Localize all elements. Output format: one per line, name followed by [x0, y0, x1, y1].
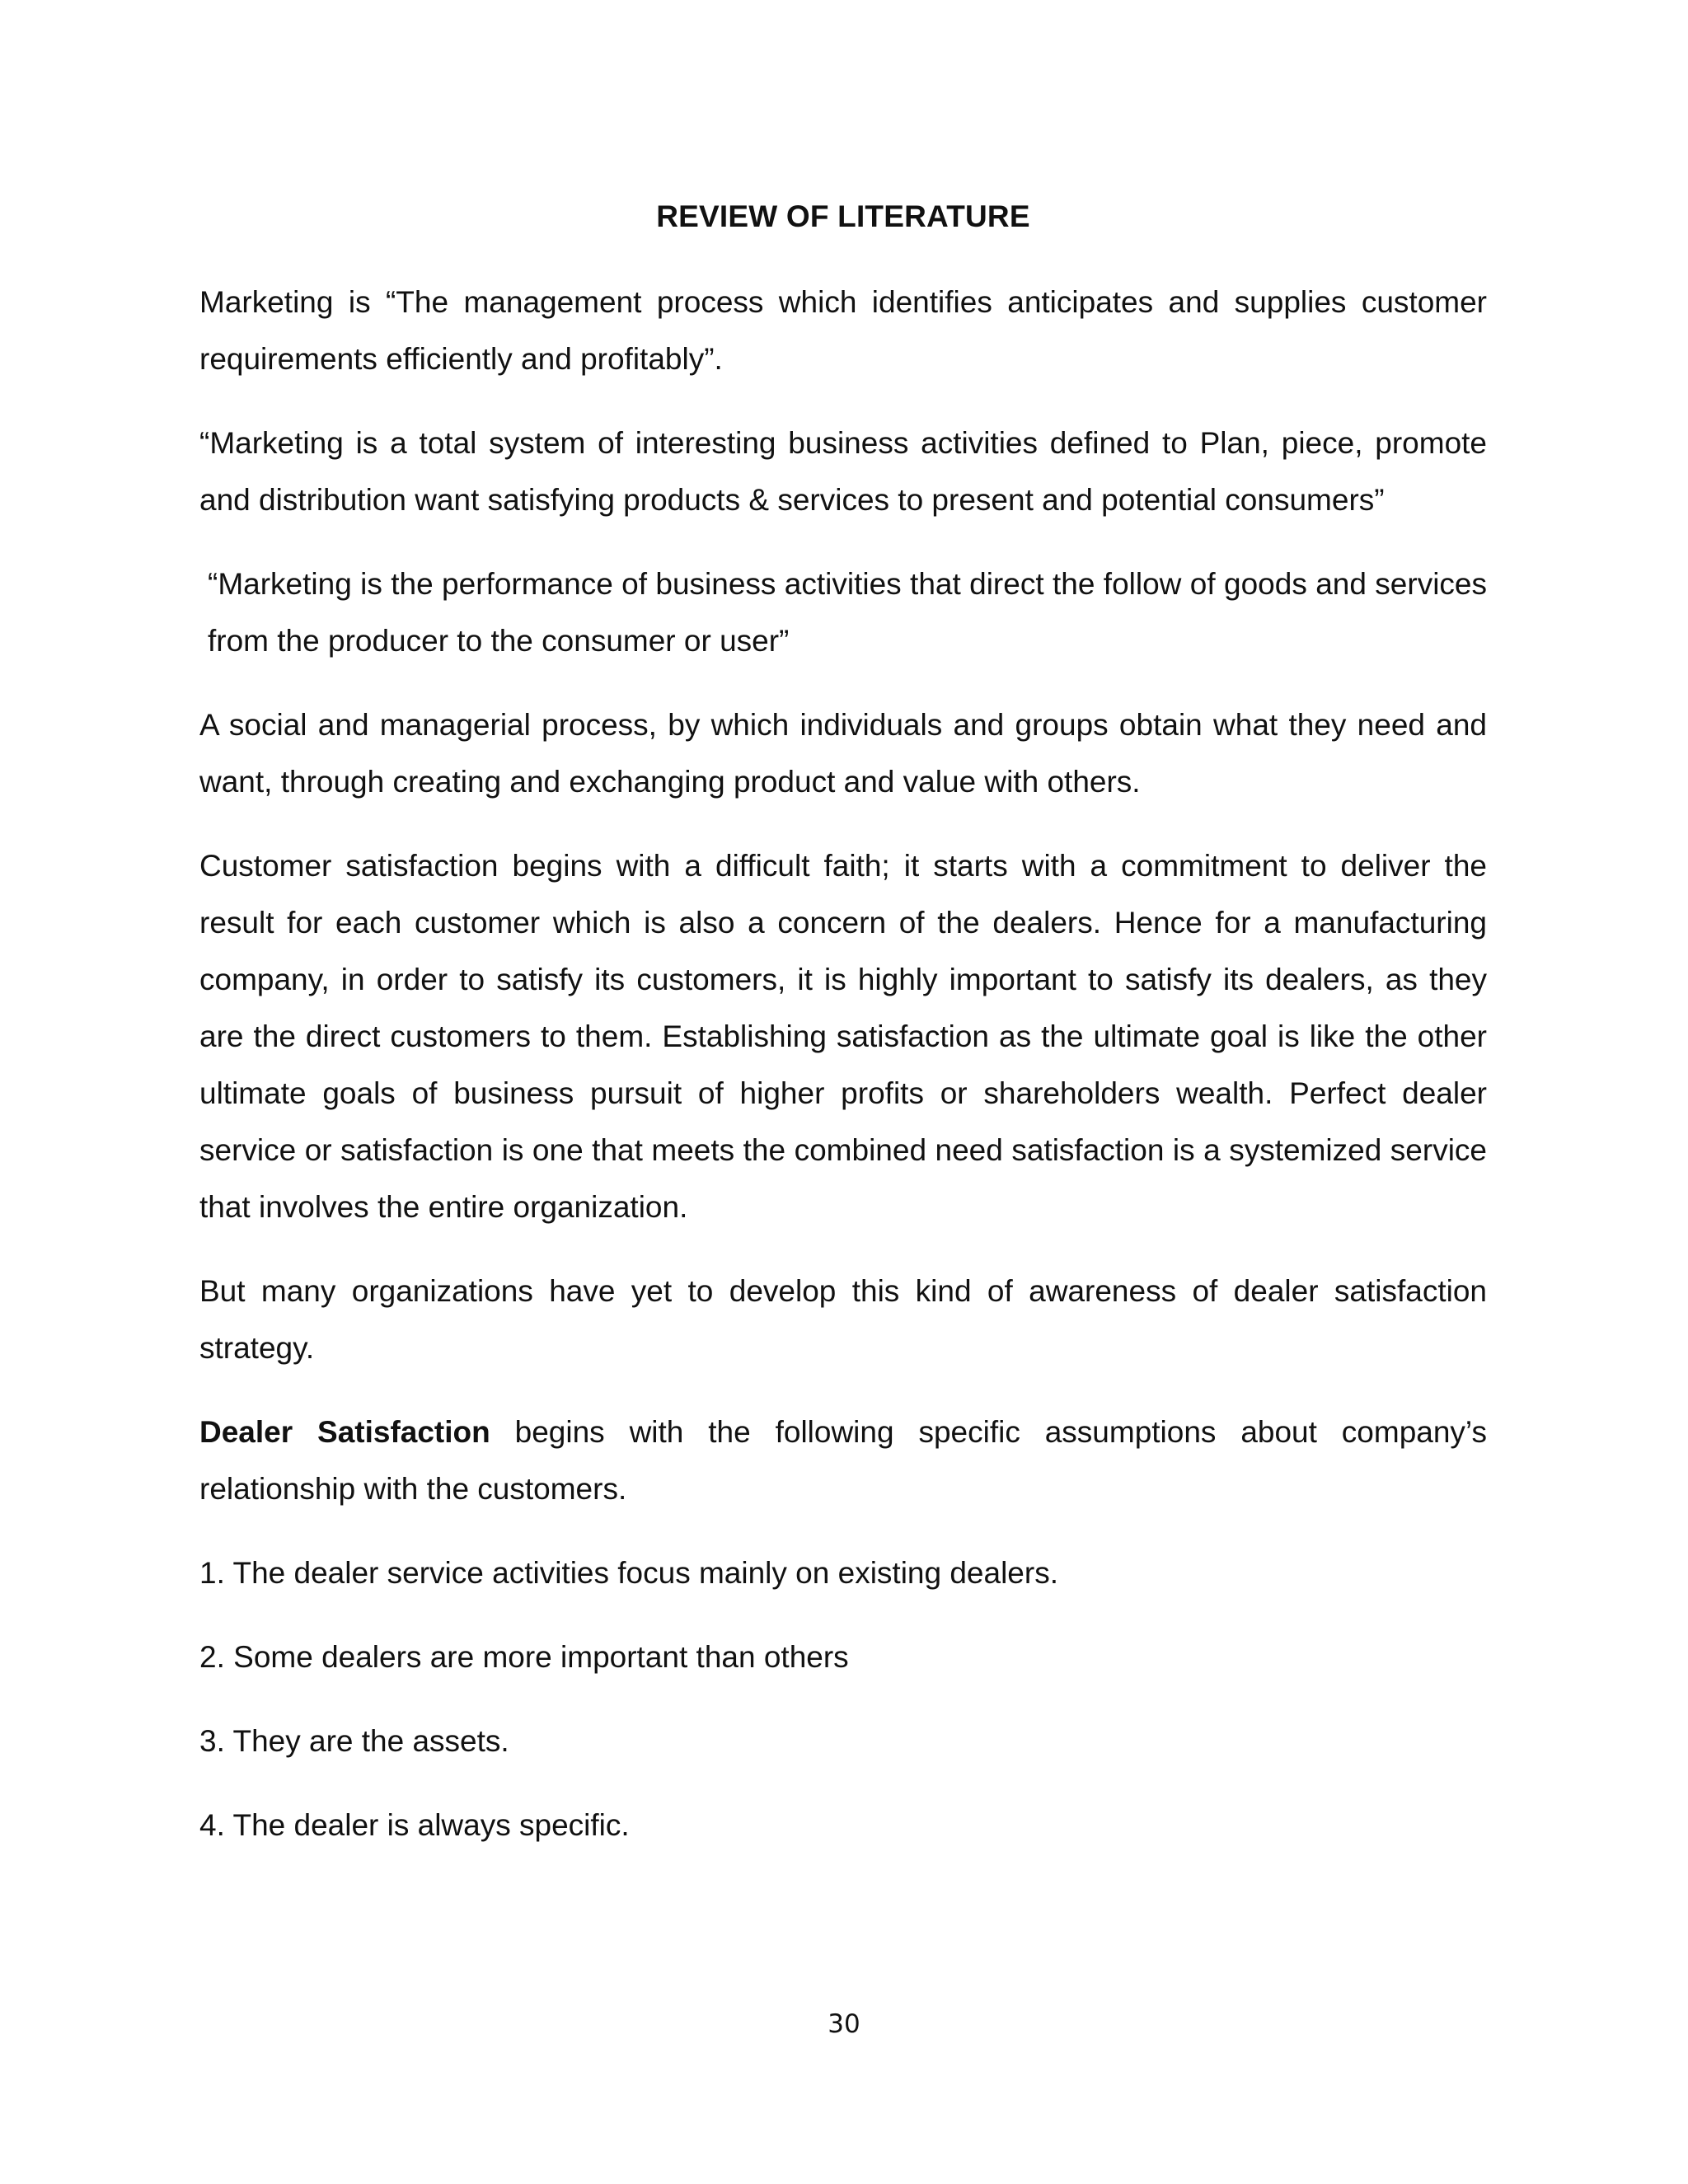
page-number: 30 — [828, 2009, 860, 2039]
list-item-1: 1. The dealer service activities focus mainly on existing dealers. — [199, 1556, 1058, 1590]
paragraph-social-process: A social and managerial process, by which individuals and groups obtain what they need and want, through creating and exchanging product and value with others. — [199, 708, 1487, 799]
section-title: REVIEW OF LITERATURE — [656, 199, 1030, 233]
paragraph-customer-satisfaction: Customer satisfaction begins with a difficult faith; it starts with a commitment to deliver the result for each customer which is also a concern of the dealers. Hence for a manufacturing company, in order to satisfy its customers, it is highly important to satisfy its dealers, as they are the direct customers to them. Establishing satisfaction as the ultimate goal is like the other ultimate goals of business pursuit of higher profits or shareholders wealth. Perfect dealer service or satisfaction is one that meets the combined need satisfaction is a systemized service that involves the entire organization. — [199, 849, 1487, 1224]
list-item-3: 3. They are the assets. — [199, 1724, 509, 1758]
paragraph-marketing-definition-3: “Marketing is the performance of business activities that direct the follow of goods and services from the producer to the consumer or user” — [208, 567, 1487, 658]
dealer-satisfaction-term: Dealer Satisfaction — [199, 1415, 490, 1449]
paragraph-marketing-definition-2: “Marketing is a total system of interesting business activities defined to Plan, piece, promote and distribution want satisfying products & services to present and potential consumers” — [199, 426, 1487, 517]
dealer-satisfaction-text: begins with the following specific assumptions about company’s relationship with the customers. — [199, 1415, 1487, 1506]
list-item-2: 2. Some dealers are more important than others — [199, 1640, 849, 1674]
list-item-4: 4. The dealer is always specific. — [199, 1808, 630, 1842]
paragraph-dealer-satisfaction — [199, 1404, 1487, 1517]
page-content — [199, 194, 1487, 1881]
paragraph-awareness: But many organizations have yet to develop this kind of awareness of dealer satisfaction strategy. — [199, 1274, 1487, 1365]
paragraph-marketing-definition-1: Marketing is “The management process which identifies anticipates and supplies customer requirements efficiently and profitably”. — [199, 285, 1487, 376]
